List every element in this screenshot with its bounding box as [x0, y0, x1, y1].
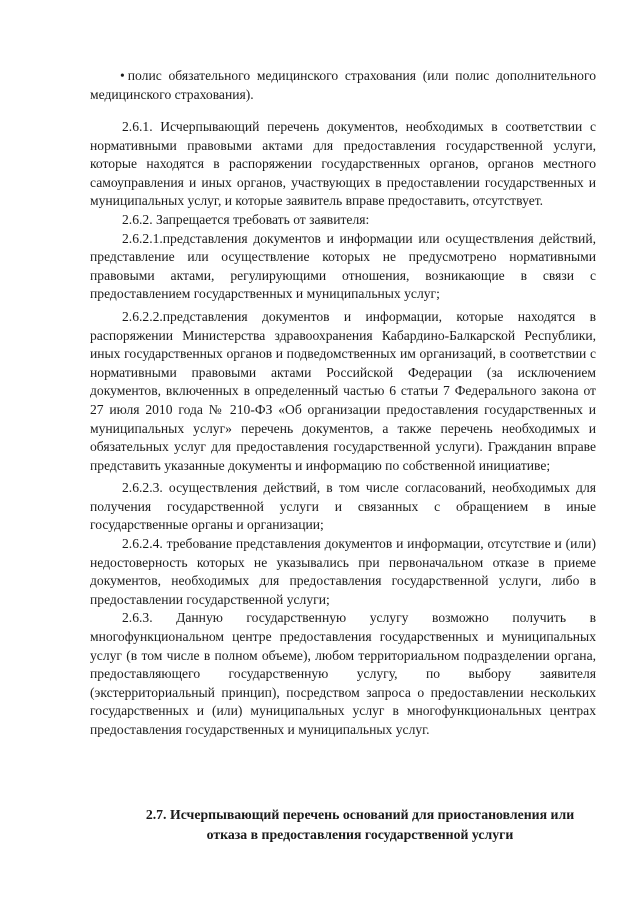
bullet-mark: • — [120, 68, 125, 83]
paragraph-2-6-2-2: 2.6.2.2.представления документов и информации, которые находятся в распоряжении Министерства здравоохранения Кабардино-Балкарской Республики, иных государственных органов и подведомственных им организаций, в соответствии с нормативными правовыми актами Российской Федерации (за исключением документов, включенных в определенный частью 6 статьи 7 Федерального закона от 27 июля 2010 года № 210-ФЗ «Об организации предоставления государственных и муниципальных услуг» перечень документов, а также перечень необходимых и обязательных услуг для предоставления государственной услуги). Гражданин вправе представить указанные документы и информацию по собственной инициативе; — [90, 308, 596, 473]
paragraph-2-6-2-1: 2.6.2.1.представления документов и информации или осуществления действий, представление или осуществление которых не предусмотрено нормативными правовыми актами, регулирующими отношения, возникающие в связи с предоставлением государственных и муниципальных услуг; — [90, 230, 596, 302]
paragraph-2-6-2-4: 2.6.2.4. требование представления документов и информации, отсутствие и (или) недостоверность которых не указывались при первоначальном отказе в приеме документов, необходимых для предоставления государственной услуги, либо в предоставлении государственной услуги; — [90, 536, 596, 607]
paragraph-2-6-1: 2.6.1. Исчерпывающий перечень документов, необходимых в соответствии с нормативными правовыми актами для предоставления государственной услуги, которые находятся в распоряжении государственных органов, органов местного самоуправления и иных органов, участвующих в предоставлении государственных и муниципальных услуг, и которые заявитель вправе предоставить, отсутствует. — [90, 119, 596, 209]
bullet-list-item — [90, 66, 596, 104]
paragraph-2-6-2-3: 2.6.2.3. осуществления действий, в том числе согласований, необходимых для получения государственной услуги и связанных с обращением в иные государственные органы и организации; — [90, 480, 596, 533]
section-2-6-1-block — [90, 118, 596, 740]
paragraph-2-6-3: 2.6.3. Данную государственную услугу возможно получить в многофункциональном центре предоставления государственных и муниципальных услуг (в том числе в полном объеме), любом территориальном подразделении органа, предоставляющего государственную услугу, по выбору заявителя (экстерриториальный принцип), посредством запроса о предоставлении нескольких государственных и (или) муниципальных услуг в многофункциональных центрах предоставления государственных и муниципальных услуг. — [90, 610, 596, 737]
section-heading-2-7: 2.7. Исчерпывающий перечень оснований для приостановления или отказа в предоставления государственной услуги — [145, 807, 575, 842]
bullet-text: полис обязательного медицинского страхования (или полис дополнительного медицинского страхования). — [90, 68, 596, 102]
paragraph-2-6-2: 2.6.2. Запрещается требовать от заявителя: — [122, 211, 370, 227]
